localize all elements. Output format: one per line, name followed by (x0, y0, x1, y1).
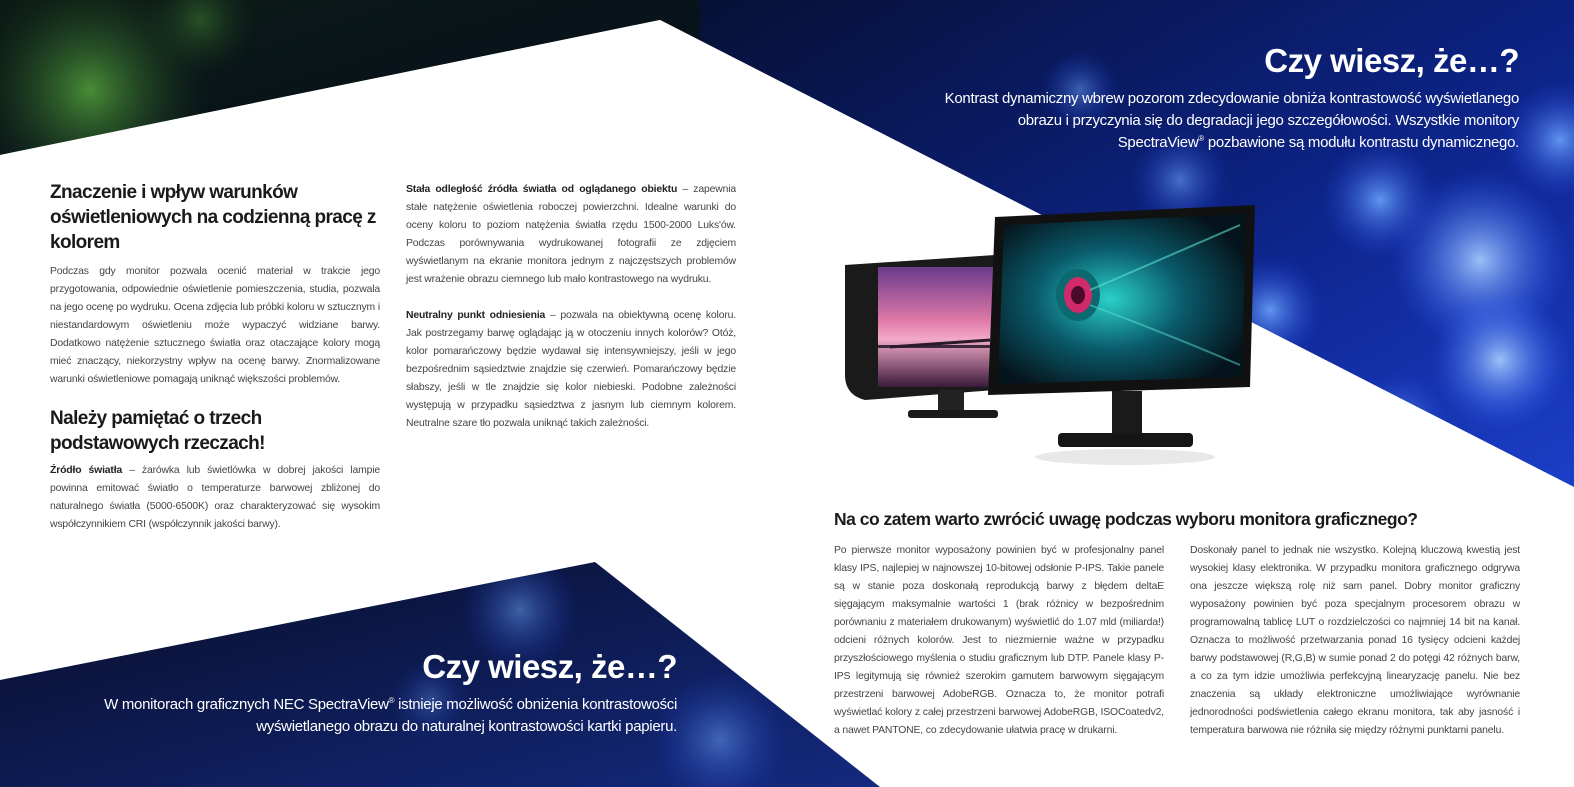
paragraph-lighting-intro: Podczas gdy monitor pozwala ocenić materiał w trakcie jego przygotowania, odpowiednie oświetlenie pomieszczenia, studia, pozwala na jego ocenę po wydruku. Ocena zdjęcia lub próbki koloru w sztucznym i niestandardowym oświetleniu może wypaczyć widziane barwy. Dodatkowo natężenie sztucznego światła oraz otaczające kolory mogą mieć znaczący, niekorzystny wpływ na ocenę barwy. Znormalizowane warunki oświetleniowe pomagają uniknąć większości problemów. (50, 266, 380, 385)
text-distance: – zapewnia stałe natężenie oświetlenia roboczej powierzchni. Idealne warunki do oceny koloru to poziom natężenia światła rzędu 1500-2000 Luks'ów. Podczas porównywania wydrukowanej fotografii ze zdjęciem wyświetlanym na ekranie monitora jednym z najczęstszych problemów jest wrażenie obrazu ciemnego lub mało kontrastowego na wydruku. (406, 184, 736, 285)
column-lighting-conditions (50, 180, 380, 534)
did-you-know-text-bottom (37, 694, 677, 738)
column-electronics (1190, 542, 1520, 740)
registered-mark: ® (388, 696, 395, 705)
did-you-know-top-line3-rest: pozbawione są modułu kontrastu dynamicznego. (1203, 134, 1519, 151)
column-distance-reference (406, 181, 736, 433)
did-you-know-text-top (879, 88, 1519, 154)
heading-lighting-conditions: Znaczenie i wpływ warunków oświetleniowych na codzienną pracę z kolorem (50, 182, 376, 253)
did-you-know-top-line3: SpectraView (1117, 134, 1199, 151)
did-you-know-bottom-line2: wyświetlanego obrazu do naturalnej kontrastowości kartki papieru. (256, 718, 677, 735)
registered-mark: ® (1198, 134, 1204, 143)
column-panel (834, 542, 1164, 740)
paragraph-neutral-reference (406, 307, 736, 433)
paragraph-electronics: Doskonały panel to jednak nie wszystko. Kolejną kluczową kwestią jest wysokiej klasy elektronika. W przypadku monitora graficznego odgrywa ona jeszcze większą rolę niż sam panel. Dobry monitor graficzny wyposażony powinien być poza specjalnym procesorem obrazu w programowalną tablicę LUT o rozdzielczości co najmniej 14 bit na kanał. Oznacza to możliwość przetwarzania ponad 16 tysięcy odcieni każdej barwy podstawowej (R,G,B) w sumie ponad 2 do potęgi 42 różnych barw, a co za tym idzie umożliwia perfekcyjną linearyzację panelu. Nie bez znaczenia są układy elektroniczne umożliwiające wyrównanie jednorodności podświetlenia całego ekranu monitora, tak aby jasność i temperatura barwowa nie różniła się między różnymi punktami panelu. (1190, 545, 1520, 736)
paragraph-light-source (50, 462, 380, 534)
heading-three-things: Należy pamiętać o trzech podstawowych rzeczach! (50, 408, 265, 454)
did-you-know-bottom-line1-rest: istnieje możliwość obniżenia kontrastowości (394, 696, 677, 713)
did-you-know-title-bottom: Czy wiesz, że…? (422, 648, 677, 685)
did-you-know-title-top: Czy wiesz, że…? (1264, 42, 1519, 79)
paragraph-distance (406, 181, 736, 289)
text-light-source: – żarówka lub świetlówka w dobrej jakości lampie powinna emitować światło o temperaturze barwowej zbliżonej do naturalnego światła (5000-6500K) oraz charakteryzować się wysokim współczynnikiem CRI (współczynnik jakości barwy). (50, 465, 380, 530)
paragraph-panel-ips: Po pierwsze monitor wyposażony powinien być w profesjonalny panel klasy IPS, najlepiej w najnowszej 10-bitowej odsłonie P-IPS. Takie panele są w stanie poza doskonałą reprodukcją barwy z błędem deltaE sięgającym maksymalnie wartości 1 (brak różnicy w bezpośrednim porównaniu z materiałem drukowanym) wyświetlić do 1.07 mld (miliarda!) odcieni różnych kolorów. Jest to niezmiernie ważne w przypadku przyszłościowego myślenia o studiu graficznym lub DTP. Panele klasy P-IPS legitymują się również szerokim gamutem barwowym sięgającym przestrzeni barwowej AdobeRGB. Oznacza to, że monitor potrafi wyświetlać kolory z całej przestrzeni barwowej AdobeRGB, ISOCoatedv2, a nawet PANTONE, co zdecydowanie ułatwia pracę w drukarni. (834, 545, 1164, 736)
monitors-photo (790, 195, 1330, 485)
did-you-know-top-line1: Kontrast dynamiczny wbrew pozorom zdecydowanie obniża kontrastowość wyświetlanego (944, 90, 1519, 107)
term-distance: Stała odległość źródła światła od oglądanego obiektu (406, 184, 678, 195)
term-neutral-reference: Neutralny punkt odniesienia (406, 310, 546, 321)
text-neutral-reference: – pozwala na obiektywną ocenę koloru. Jak postrzegamy barwę oglądając ją w otoczeniu innych kolorów? Otóż, kolor pomarańczowy będzie wydawał się intensywniejszy, jeśli w jego bezpośrednim sąsiedztwie znajdzie się czerwień. Pomarańczowy będzie słabszy, jeśli w tle znajdzie się kolor niebieski. Podobne zależności występują w przypadku sąsiedztwa z jasnym lub ciemnym kolorem. Neutralne szare tło pozwala uniknąć takich zależności. (406, 310, 737, 429)
term-light-source: Źródło światła (50, 465, 123, 476)
did-you-know-bottom-line1: W monitorach graficznych NEC SpectraView (104, 696, 389, 713)
did-you-know-top-line2: obrazu i przyczynia się do degradacji jego szczegółowości. Wszystkie monitory (1017, 112, 1519, 129)
heading-choosing-monitor: Na co zatem warto zwrócić uwagę podczas wyboru monitora graficznego? (834, 509, 1418, 529)
